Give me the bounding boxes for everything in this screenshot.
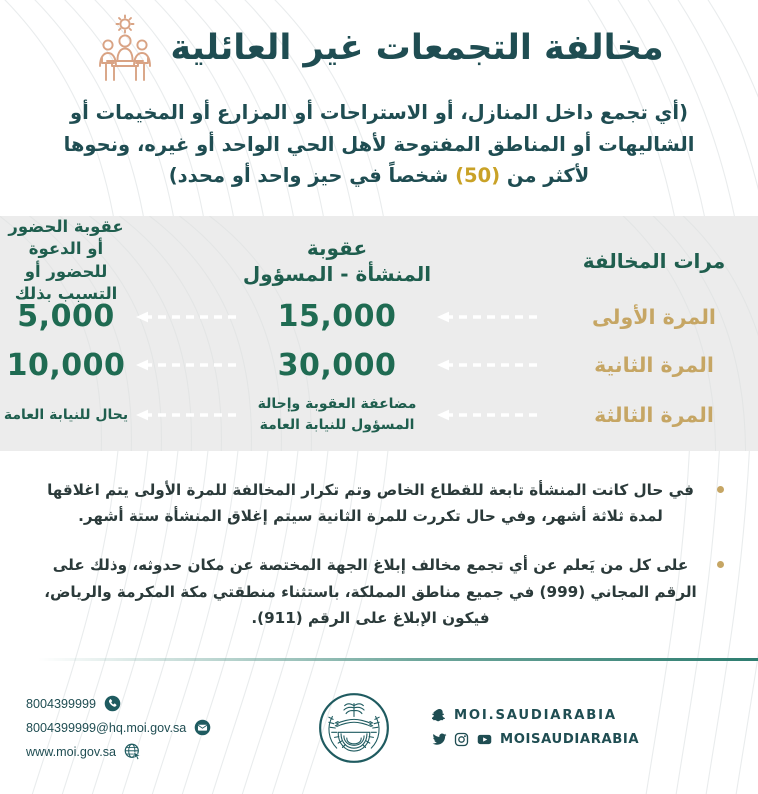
table-row — [0, 342, 758, 389]
attendee-amount-first: 5,000 — [17, 299, 115, 335]
social-handle[interactable]: MOI.SAUDIARABIA — [454, 708, 617, 723]
table-header-row — [0, 217, 758, 303]
facility-amount-second: 30,000 — [277, 347, 397, 383]
page-title: مخالفة التجمعات غير العائلية — [170, 28, 664, 69]
attendee-header-line2: للحضور أو التسبب بذلك — [14, 261, 118, 303]
subtitle — [30, 97, 728, 192]
row-label-first-offense: المرة الأولى — [592, 304, 716, 329]
attendee-amount-second: 10,000 — [6, 347, 126, 383]
arrow-third-to-facility — [432, 408, 544, 422]
penalties-table — [0, 216, 758, 451]
contact-row-website[interactable] — [26, 743, 141, 760]
footer — [0, 661, 758, 794]
twitter-icon[interactable] — [432, 732, 447, 747]
social-row-multi[interactable] — [432, 732, 732, 747]
globe-cursor-icon — [124, 743, 141, 760]
attendee-header-line1: عقوبة الحضور أو الدعوة — [8, 217, 124, 259]
envelope-icon — [194, 719, 211, 736]
title-row — [30, 14, 728, 84]
dashed-arrow-left-icon — [132, 358, 242, 372]
table-row — [0, 389, 758, 441]
header-cell-violation-count: مرات المخالفة — [582, 248, 726, 273]
dashed-arrow-left-icon — [132, 408, 242, 422]
facility-amount-first: 15,000 — [277, 299, 397, 335]
facility-note-line2: المسؤول للنيابة العامة — [259, 416, 415, 433]
penalties-table-panel — [0, 216, 758, 451]
header-cell-facility-penalty — [242, 235, 432, 287]
note-text: على كل من يَعلم عن أي تجمع مخالف إبلاغ الجهة المختصة عن مكان حدوثه، وذلك على الرقم المجاني (999) في جميع مناطق المملكة، باستثناء منطقتي مكة المكرمة والرياض، فيكون الإبلاغ على الرقم (911). — [44, 555, 697, 628]
gathering-people-sun-icon — [94, 14, 156, 84]
contact-website-value[interactable]: www.moi.gov.sa — [26, 744, 117, 759]
dashed-arrow-left-icon — [432, 358, 544, 372]
contact-row-phone[interactable] — [26, 695, 121, 712]
emblem-container — [276, 692, 432, 764]
note-text: في حال كانت المنشأة تابعة للقطاع الخاص وتم تكرار المخالفة للمرة الأولى يتم اغلاقها لمدة ثلاثة أشهر، وفي حال تكررت للمرة الثانية سيتم إغلاق المنشأة ستة أشهر. — [47, 480, 694, 526]
facility-note-third — [242, 394, 432, 435]
arrow-second-to-facility — [432, 358, 544, 372]
contact-phone-value[interactable]: 8004399999 — [26, 696, 97, 711]
facility-note-line1: مضاعفة العقوبة وإحالة — [257, 396, 417, 413]
dashed-arrow-left-icon — [432, 310, 544, 324]
list-item — [34, 552, 724, 632]
instagram-icon[interactable] — [454, 732, 469, 747]
arrow-facility-to-attendee-first — [132, 310, 242, 324]
social-handle[interactable]: MOISAUDIARABIA — [500, 732, 640, 747]
snapchat-icon[interactable] — [432, 708, 447, 723]
saudi-ministry-of-interior-emblem — [318, 692, 390, 764]
youtube-icon[interactable] — [476, 732, 493, 747]
row-label-second-offense: المرة الثانية — [594, 353, 714, 378]
contact-info — [26, 695, 276, 760]
subtitle-text-after: شخصاً في حيز واحد أو محدد) — [168, 164, 456, 188]
bullet-dot-icon — [717, 486, 724, 493]
dashed-arrow-left-icon — [432, 408, 544, 422]
facility-header-line2: المنشأة - المسؤول — [242, 261, 432, 286]
notes-list — [0, 451, 758, 660]
contact-row-email[interactable] — [26, 719, 211, 736]
header-cell-attendee-penalty — [0, 216, 132, 305]
subtitle-text-before: (أي تجمع داخل المنازل، أو الاستراحات أو المزارع أو المخيمات أو الشاليهات أو المناطق المفتوحة لأهل الحي الواحد أو غيره، ونحوها لأكثر من — [63, 101, 695, 188]
social-links — [432, 708, 732, 747]
dashed-arrow-left-icon — [132, 310, 242, 324]
row-label-third-offense: المرة الثالثة — [594, 402, 714, 427]
social-row-snapchat[interactable] — [432, 708, 732, 723]
facility-header-line1: عقوبة — [306, 235, 368, 260]
phone-icon — [104, 695, 121, 712]
arrow-first-to-facility — [432, 310, 544, 324]
table-row — [0, 292, 758, 342]
subtitle-threshold-value: (50) — [455, 164, 501, 188]
arrow-facility-to-attendee-third — [132, 408, 242, 422]
arrow-facility-to-attendee-second — [132, 358, 242, 372]
list-item — [34, 477, 724, 530]
contact-email-value[interactable]: 8004399999@hq.moi.gov.sa — [26, 720, 187, 735]
bullet-dot-icon — [717, 561, 724, 568]
attendee-note-third: يحال للنيابة العامة — [3, 406, 129, 423]
header — [0, 0, 758, 202]
